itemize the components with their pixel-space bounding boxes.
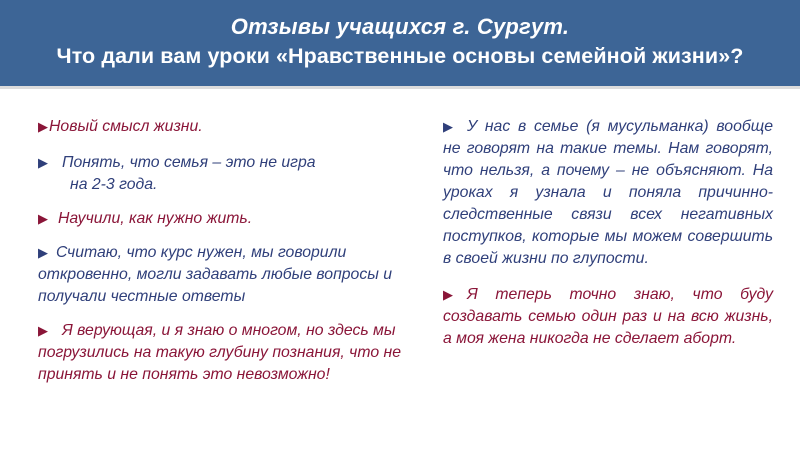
list-item (38, 320, 408, 386)
list-item (38, 242, 408, 308)
list-item (38, 152, 408, 196)
triangle-right-icon: ▶ (38, 211, 48, 226)
list-item-text: Научили, как нужно жить. (58, 210, 253, 227)
left-column (38, 116, 408, 386)
header-divider (0, 86, 800, 89)
header-title-line2: Что дали вам уроки «Нравственные основы семейной жизни»? (56, 44, 744, 68)
list-item-text: Считаю, что курс нужен, мы говорили откровенно, могли задавать любые вопросы и получали честные ответы (38, 244, 393, 305)
triangle-right-icon: ▶ (443, 119, 453, 134)
triangle-right-icon: ▶ (38, 155, 48, 170)
header-title-line1: Отзывы учащихся г. Сургут. (230, 14, 570, 39)
list-item (443, 116, 773, 270)
list-item-text: Я теперь точно знаю, что буду создавать семью один раз и на всю жизнь, а моя жена никогда не сделает аборт. (443, 286, 773, 347)
triangle-right-icon: ▶ (38, 245, 48, 260)
triangle-right-icon: ▶ (38, 119, 48, 134)
triangle-right-icon: ▶ (38, 323, 48, 338)
list-item-text-cont: на 2-3 года. (70, 176, 158, 193)
right-column (443, 116, 773, 350)
list-item (443, 284, 773, 350)
list-item (38, 208, 408, 230)
list-item-text: Понять, что семья – это не игра (62, 154, 316, 171)
triangle-right-icon: ▶ (443, 287, 453, 302)
list-item (38, 116, 408, 138)
list-item-text: Я верующая, и я знаю о многом, но здесь мы погрузились на такую глубину познания, что не принять и не понять это невозможно! (38, 322, 401, 383)
list-item-text: У нас в семье (я мусульманка) вообще не говорят на такие темы. Нам говорят, что нельзя, а почему – не объясняют. На уроках я узнала и поняла причинно-следственные связи всех негативных поступков, которые мы можем совершить в своей жизни по глупости. (443, 118, 773, 267)
list-item-text: Новый смысл жизни. (49, 118, 203, 135)
slide-header (0, 0, 800, 86)
